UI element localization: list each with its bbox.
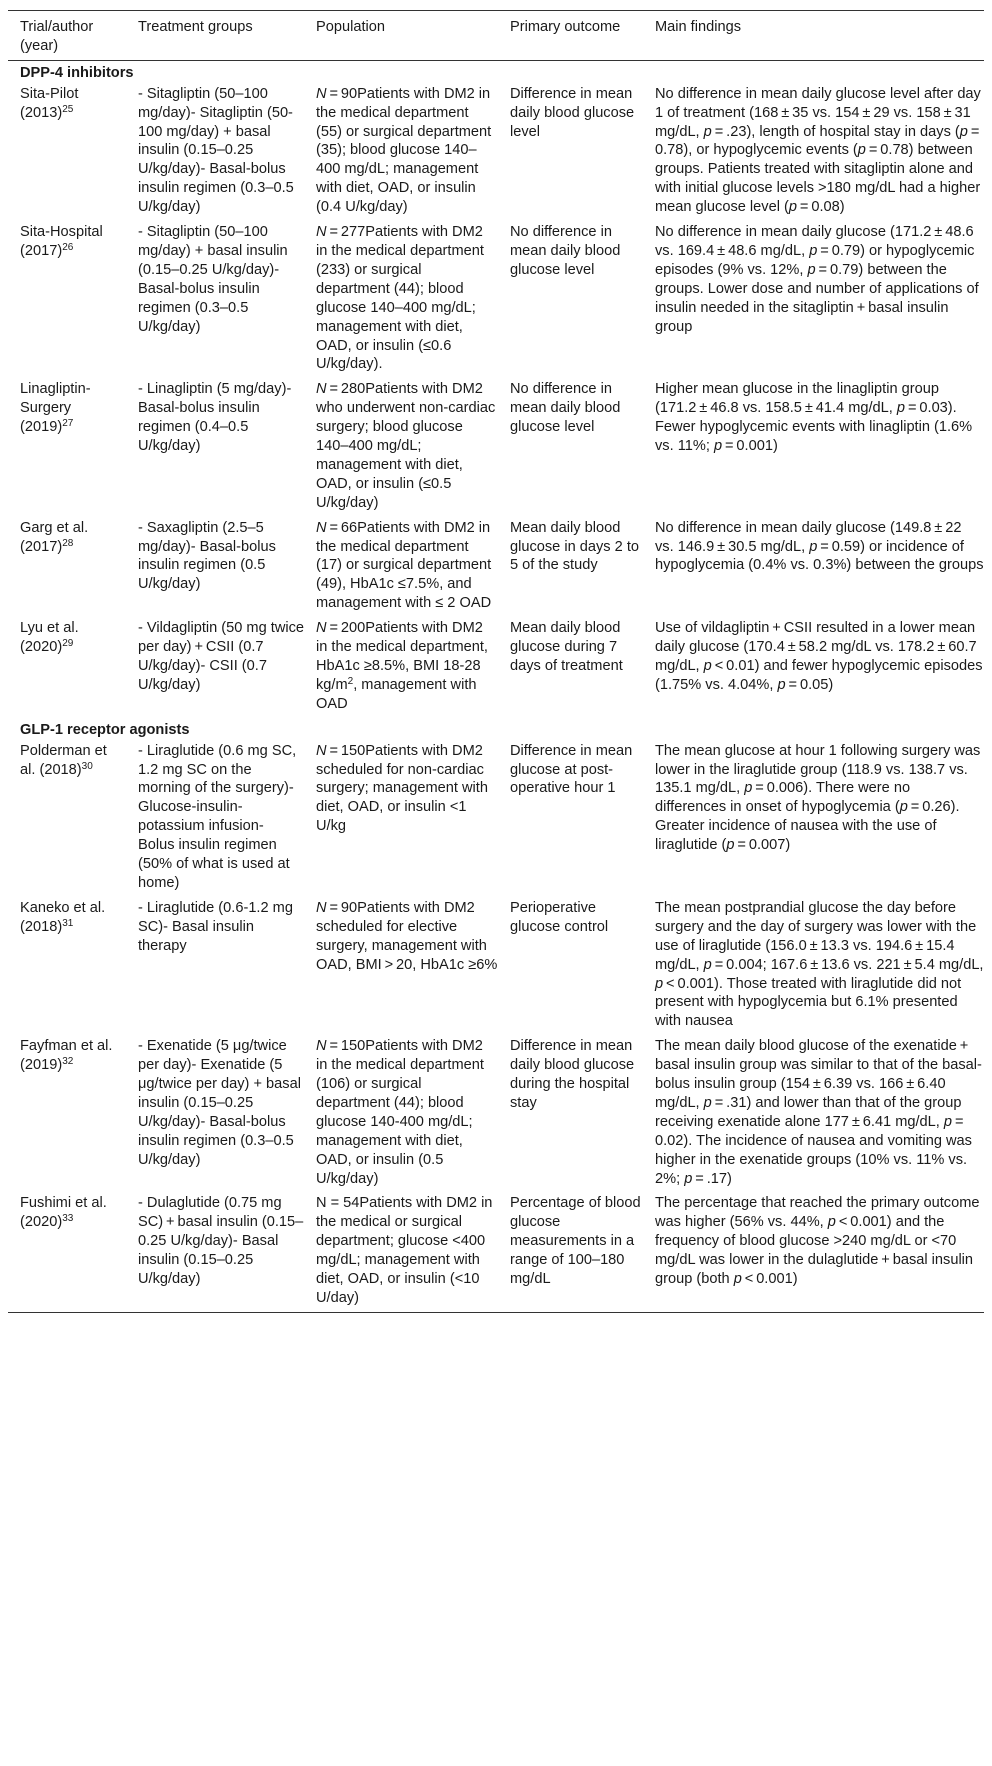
cell-trial: Linagliptin-Surgery $(2019)^{27}$ xyxy=(20,381,91,436)
cell-findings: The mean postprandial glucose the day before surgery and the day of surgery was lower with the use of liraglutide (156.0 ± 13.3 vs. 194.6 ± 15.4 mg/dL, p = 0.004; 167.6 ± 13.6 vs. 221 ± 5.4 mg/dL, p < 0.001). Those treated with liraglutide did not present with hypoglycemia but 6.1% presented with nausea xyxy=(655,899,984,1030)
p-value-symbol: p xyxy=(777,676,786,693)
p-value-symbol: p xyxy=(703,1094,712,1111)
reference-number: 29 xyxy=(62,638,74,650)
table-row xyxy=(8,897,984,1035)
cell-treatment: - Dulaglutide (0.75 mg SC) + basal insulin (0.15–0.25 U/kg/day)- Basal insulin (0.15–0.25 U/kg/day) xyxy=(138,1195,304,1288)
p-value-symbol: p xyxy=(703,123,712,140)
n-symbol: N xyxy=(316,899,327,916)
p-value-symbol: p xyxy=(684,1170,693,1187)
cell-trial: Kaneko et al. $(2018)^{31}$ xyxy=(20,899,106,935)
cell-population: N = 200Patients with DM2 in the medical department, HbA1c ≥8.5%, BMI 18-28 $kg/m^2$, management with OAD xyxy=(316,620,488,712)
header-findings: Main findings xyxy=(655,19,741,35)
cell-findings: The mean daily blood glucose of the exenatide + basal insulin group was similar to that of the basal-bolus insulin group (154 ± 6.39 vs. 166 ± 6.40 mg/dL, p = .31) and lower than that of the group receiving exenatide alone 177 ± 6.41 mg/dL, p = 0.02). The incidence of nausea and vomiting was higher in the exenatide groups (10% vs. 11% vs. 2%; p = .17) xyxy=(655,1038,982,1187)
reference-number: 27 xyxy=(62,418,74,430)
p-value-symbol: p xyxy=(827,1214,836,1231)
cell-trial: Sita-Hospital $(2017)^{26}$ xyxy=(20,224,103,259)
p-value-symbol: p xyxy=(744,780,753,797)
p-value-symbol: p xyxy=(809,242,818,259)
cell-outcome: No difference in mean daily blood glucose level xyxy=(510,224,621,278)
cell-trial: Fayfman et al. $(2019)^{32}$ xyxy=(20,1038,113,1074)
p-value-symbol: p xyxy=(943,1113,953,1130)
p-value-symbol: p xyxy=(788,199,797,216)
cell-treatment: - Vildagliptin (50 mg twice per day) + CSII (0.7 U/kg/day)- CSII (0.7 U/kg/day) xyxy=(138,620,305,693)
cell-treatment: - Saxagliptin (2.5–5 mg/day)- Basal-bolus insulin regimen (0.5 U/kg/day) xyxy=(138,519,276,593)
n-symbol: N xyxy=(316,85,327,102)
n-symbol: N xyxy=(316,519,327,536)
cell-outcome: Perioperative glucose control xyxy=(510,899,609,935)
p-value-symbol: p xyxy=(733,1271,742,1288)
n-symbol: N xyxy=(316,742,327,759)
header-trial: Trial/author (year) xyxy=(20,19,94,54)
table-body xyxy=(8,60,984,1312)
n-symbol: N xyxy=(316,620,327,637)
cell-findings: The mean glucose at hour 1 following surgery was lower in the liraglutide group (118.9 vs. 138.7 vs. 135.1 mg/dL, p = 0.006). There were no differences in onset of hypoglycemia (p = 0.26). Greater incidence of nausea with the use of liraglutide (p = 0.007) xyxy=(655,742,981,854)
section-row xyxy=(8,60,984,82)
header-population: Population xyxy=(316,19,385,35)
cell-trial: Sita-Pilot $(2013)^{25}$ xyxy=(20,85,79,121)
table-container xyxy=(8,10,984,1313)
cell-population: N = 54Patients with DM2 in the medical or surgical department; glucose <400 mg/dL; management with diet, OAD, or insulin (<10 U/day) xyxy=(316,1195,493,1306)
reference-number: 26 xyxy=(62,241,74,253)
p-value-symbol: p xyxy=(703,658,712,674)
cell-treatment: - Exenatide (5 μg/twice per day)- Exenatide (5 μg/twice per day) + basal insulin (0.15–0.25 U/kg/day)- Basal-bolus insulin regimen (0.3–0.5 U/kg/day) xyxy=(138,1038,301,1168)
p-value-symbol: p xyxy=(896,400,906,417)
table-row xyxy=(8,1035,984,1192)
section-title: GLP-1 receptor agonists xyxy=(20,721,190,738)
cell-findings: No difference in mean daily glucose (171.2 ± 48.6 vs. 169.4 ± 48.6 mg/dL, p = 0.79) or hypoglycemic episodes (9% vs. 12%, p = 0.79) between the groups. Lower dose and number of applications of insulin needed in the sitagliptin + basal insulin group xyxy=(655,224,979,335)
studies-table xyxy=(8,10,984,1313)
section-row xyxy=(8,718,984,740)
table-header xyxy=(8,11,984,61)
table-row xyxy=(8,221,984,378)
cell-treatment: - Liraglutide (0.6-1.2 mg SC)- Basal insulin therapy xyxy=(138,899,293,954)
cell-population: N = 66Patients with DM2 in the medical department (17) or surgical department (49), HbA1c ≤7.5%, and management with ≤ 2 OAD xyxy=(316,519,492,612)
cell-outcome: Mean daily blood glucose during 7 days of treatment xyxy=(510,620,623,674)
cell-population: N = 90Patients with DM2 in the medical department (55) or surgical department (35); blood glucose 140–400 mg/dL; management with diet, OAD, or insulin (0.4 U/kg/day) xyxy=(316,85,492,216)
reference-number: 28 xyxy=(62,537,74,549)
n-symbol: N xyxy=(316,381,327,398)
cell-treatment: - Sitagliptin (50–100 mg/day) + basal insulin (0.15–0.25 U/kg/day)- Basal-bolus insulin regimen (0.3–0.5 U/kg/day) xyxy=(138,224,288,335)
p-value-symbol: p xyxy=(703,956,712,973)
reference-number: 33 xyxy=(62,1213,74,1225)
cell-outcome: Difference in mean daily blood glucose during the hospital stay xyxy=(510,1038,635,1111)
p-value-symbol: p xyxy=(655,975,664,992)
cell-outcome: No difference in mean daily blood glucose level xyxy=(510,381,621,436)
cell-trial: Fushimi et al. $(2020)^{33}$ xyxy=(20,1195,107,1231)
n-symbol: N xyxy=(316,224,327,241)
cell-treatment: - Sitagliptin (50–100 mg/day)- Sitagliptin (50-100 mg/day) + basal insulin (0.15–0.25 U/kg/day)- Basal-bolus insulin regimen (0.3–0.5 U/kg/day) xyxy=(138,85,294,216)
p-value-symbol: p xyxy=(899,799,908,816)
cell-outcome: Mean daily blood glucose in days 2 to 5 of the study xyxy=(510,519,639,574)
table-row xyxy=(8,83,984,221)
cell-population: N = 277Patients with DM2 in the medical department (233) or surgical department (44); blood glucose 140–400 mg/dL; management with diet, OAD, or insulin (≤0.6 U/kg/day). xyxy=(316,224,484,373)
cell-population: N = 90Patients with DM2 scheduled for elective surgery, management with OAD, BMI > 20, HbA1c ≥6% xyxy=(316,899,498,973)
reference-number: 32 xyxy=(62,1056,74,1068)
p-value-symbol: p xyxy=(959,123,968,140)
header-outcome: Primary outcome xyxy=(510,19,621,35)
cell-trial: Garg et al. $(2017)^{28}$ xyxy=(20,519,89,555)
reference-number: 30 xyxy=(81,760,93,772)
section-title: DPP-4 inhibitors xyxy=(20,64,134,81)
table-row xyxy=(8,740,984,897)
table-row xyxy=(8,517,984,618)
p-value-symbol: p xyxy=(726,837,735,854)
superscript-2: 2 xyxy=(347,675,354,687)
table-row xyxy=(8,617,984,718)
cell-outcome: Difference in mean glucose at post-operative hour 1 xyxy=(510,742,633,797)
cell-treatment: - Linagliptin (5 mg/day)- Basal-bolus insulin regimen (0.4–0.5 U/kg/day) xyxy=(138,381,292,455)
cell-treatment: - Liraglutide (0.6 mg SC, 1.2 mg SC on the morning of the surgery)- Glucose-insulin-potassium infusion- Bolus insulin regimen (50% of what is used at home) xyxy=(138,742,297,891)
cell-findings: Use of vildagliptin + CSII resulted in a lower mean daily glucose (170.4 ± 58.2 mg/dL vs. 178.2 ± 60.7 mg/dL, p < 0.01) and fewer hypoglycemic episodes (1.75% vs. 4.04%, p = 0.05) xyxy=(655,620,983,693)
cell-population: N = 150Patients with DM2 in the medical department (106) or surgical department (44); blood glucose 140-400 mg/dL; management with diet, OAD, or insulin (0.5 U/kg/day) xyxy=(316,1038,484,1187)
cell-findings: Higher mean glucose in the linagliptin group (171.2 ± 46.8 vs. 158.5 ± 41.4 mg/dL, p = 0.03). Fewer hypoglycemic events with linagliptin (1.6% vs. 11%; p = 0.001) xyxy=(655,381,973,455)
cell-trial: Polderman et al. $(2018)^{30}$ xyxy=(20,742,107,778)
p-value-symbol: p xyxy=(857,142,866,159)
cell-findings: No difference in mean daily glucose level after day 1 of treatment (168 ± 35 vs. 154 ± 29 vs. 158 ± 31 mg/dL, p = .23), length of hospital stay in days (p = 0.78), or hypoglycemic events (p = 0.78) between groups. Patients treated with sitagliptin alone and with initial glucose levels >180 mg/dL had a higher mean glucose level (p = 0.08) xyxy=(655,85,983,216)
cell-population: N = 150Patients with DM2 scheduled for non-cardiac surgery; management with diet, OAD, or insulin <1 U/kg xyxy=(316,742,488,835)
p-value-symbol: p xyxy=(807,261,816,278)
cell-trial: Lyu et al. $(2020)^{29}$ xyxy=(20,620,79,656)
table-row xyxy=(8,378,984,516)
p-value-symbol: p xyxy=(713,438,723,455)
reference-number: 25 xyxy=(62,103,74,115)
cell-findings: The percentage that reached the primary outcome was higher (56% vs. 44%, p < 0.001) and the frequency of blood glucose >240 mg/dL or <70 mg/dL was lower in the dulaglutide + basal insulin group (both p < 0.001) xyxy=(655,1195,980,1288)
table-row xyxy=(8,1192,984,1312)
header-treatment: Treatment groups xyxy=(138,19,253,35)
reference-number: 31 xyxy=(62,917,74,929)
cell-findings: No difference in mean daily glucose (149.8 ± 22 vs. 146.9 ± 30.5 mg/dL, p = 0.59) or incidence of hypoglycemia (0.4% vs. 0.3%) between the groups xyxy=(655,519,984,574)
cell-outcome: Difference in mean daily blood glucose level xyxy=(510,85,635,140)
header-row xyxy=(8,11,984,61)
p-value-symbol: p xyxy=(809,538,818,555)
cell-population: N = 280Patients with DM2 who underwent non-cardiac surgery; blood glucose 140–400 mg/dL; management with diet, OAD, or insulin (≤0.5 U/kg/day) xyxy=(316,381,496,511)
n-symbol: N xyxy=(316,1038,327,1055)
cell-outcome: Percentage of blood glucose measurements in a range of 100–180 mg/dL xyxy=(510,1195,641,1288)
